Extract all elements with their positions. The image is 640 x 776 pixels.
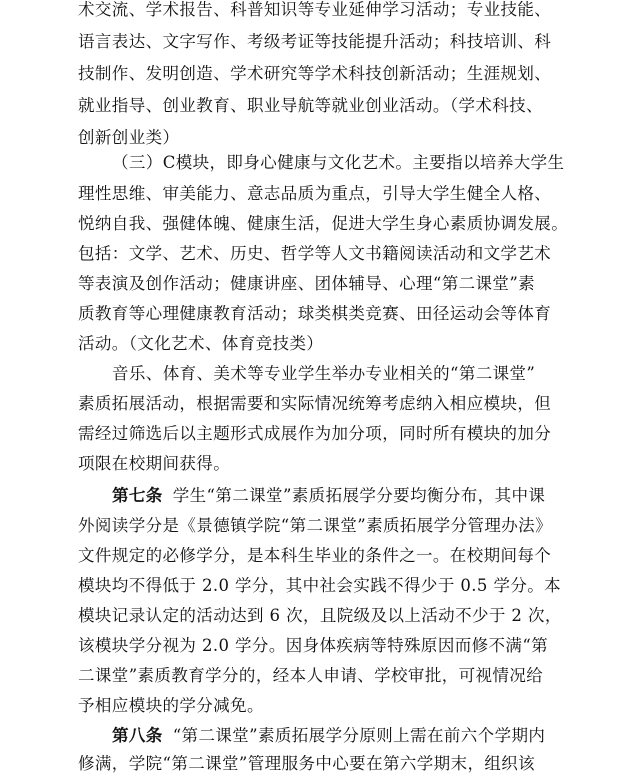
article-heading: 第七条 [112, 486, 163, 505]
section-heading-c-module: （三）C模块，即身心健康与文化艺术。主要指以培养大学生 [112, 153, 565, 172]
text-line: 质教育等心理健康教育活动；球类棋类竞赛、田径运动会等体育 [78, 304, 552, 323]
text-line: 二课堂”素质教育学分的，经本人申请、学校审批，可视情况给 [78, 666, 544, 685]
text-line: 理性思维、审美能力、意志品质为重点，引导大学生健全人格、 [78, 184, 552, 203]
text-line: 就业指导、创业教育、职业导航等就业创业活动。（学术科技、 [78, 96, 543, 115]
article-heading: 第八条 [112, 726, 163, 745]
article-text: 学生“第二课堂”素质拓展学分要均衡分布，其中课 [172, 486, 546, 505]
text-line: 该模块学分视为 2.0 学分。因身体疾病等特殊原因而修不满“第 [78, 636, 549, 655]
text-line: 术交流、学术报告、科普知识等专业延伸学习活动；专业技能、 [78, 0, 552, 19]
text-line: 予相应模块的学分减免。 [78, 696, 264, 715]
text-line: 音乐、体育、美术等专业学生举办专业相关的“第二课堂” [112, 364, 536, 383]
text-line: 修满，学院“第二课堂”管理服务中心要在第六学期末，组织该 [78, 754, 536, 773]
article-text: “第二课堂”素质拓展学分原则上需在前六个学期内 [172, 726, 546, 745]
text-line: 模块均不得低于 2.0 学分，其中社会实践不得少于 0.5 学分。本 [78, 576, 562, 595]
text-line: 外阅读学分是《景德镇学院“第二课堂”素质拓展学分管理办法》 [78, 516, 552, 535]
text-line: 需经过筛选后以主题形式成展作为加分项，同时所有模块的加分 [78, 424, 552, 443]
text-line: 创新创业类） [78, 128, 180, 147]
article-8-line [112, 724, 545, 748]
article-7-line [112, 484, 545, 508]
text-line: 模块记录认定的活动达到 6 次，且院级及以上活动不少于 2 次， [78, 606, 562, 625]
text-line: 语言表达、文字写作、考级考证等技能提升活动；科技培训、科 [78, 32, 552, 51]
text-line: 活动。（文化艺术、体育竞技类） [78, 334, 324, 353]
text-line: 等表演及创作活动；健康讲座、团体辅导、心理“第二课堂”素 [78, 274, 536, 293]
text-line: 项限在校期间获得。 [78, 454, 231, 473]
text-line: 素质拓展活动，根据需要和实际情况统筹考虑纳入相应模块，但 [78, 394, 552, 413]
text-line: 悦纳自我、强健体魄、健康生活，促进大学生身心素质协调发展。 [78, 214, 569, 233]
text-line: 技制作、发明创造、学术研究等学术科技创新活动；生涯规划、 [78, 64, 552, 83]
text-line: 包括：文学、艺术、历史、哲学等人文书籍阅读活动和文学艺术 [78, 244, 552, 263]
text-line: 文件规定的必修学分，是本科生毕业的条件之一。在校期间每个 [78, 546, 552, 565]
